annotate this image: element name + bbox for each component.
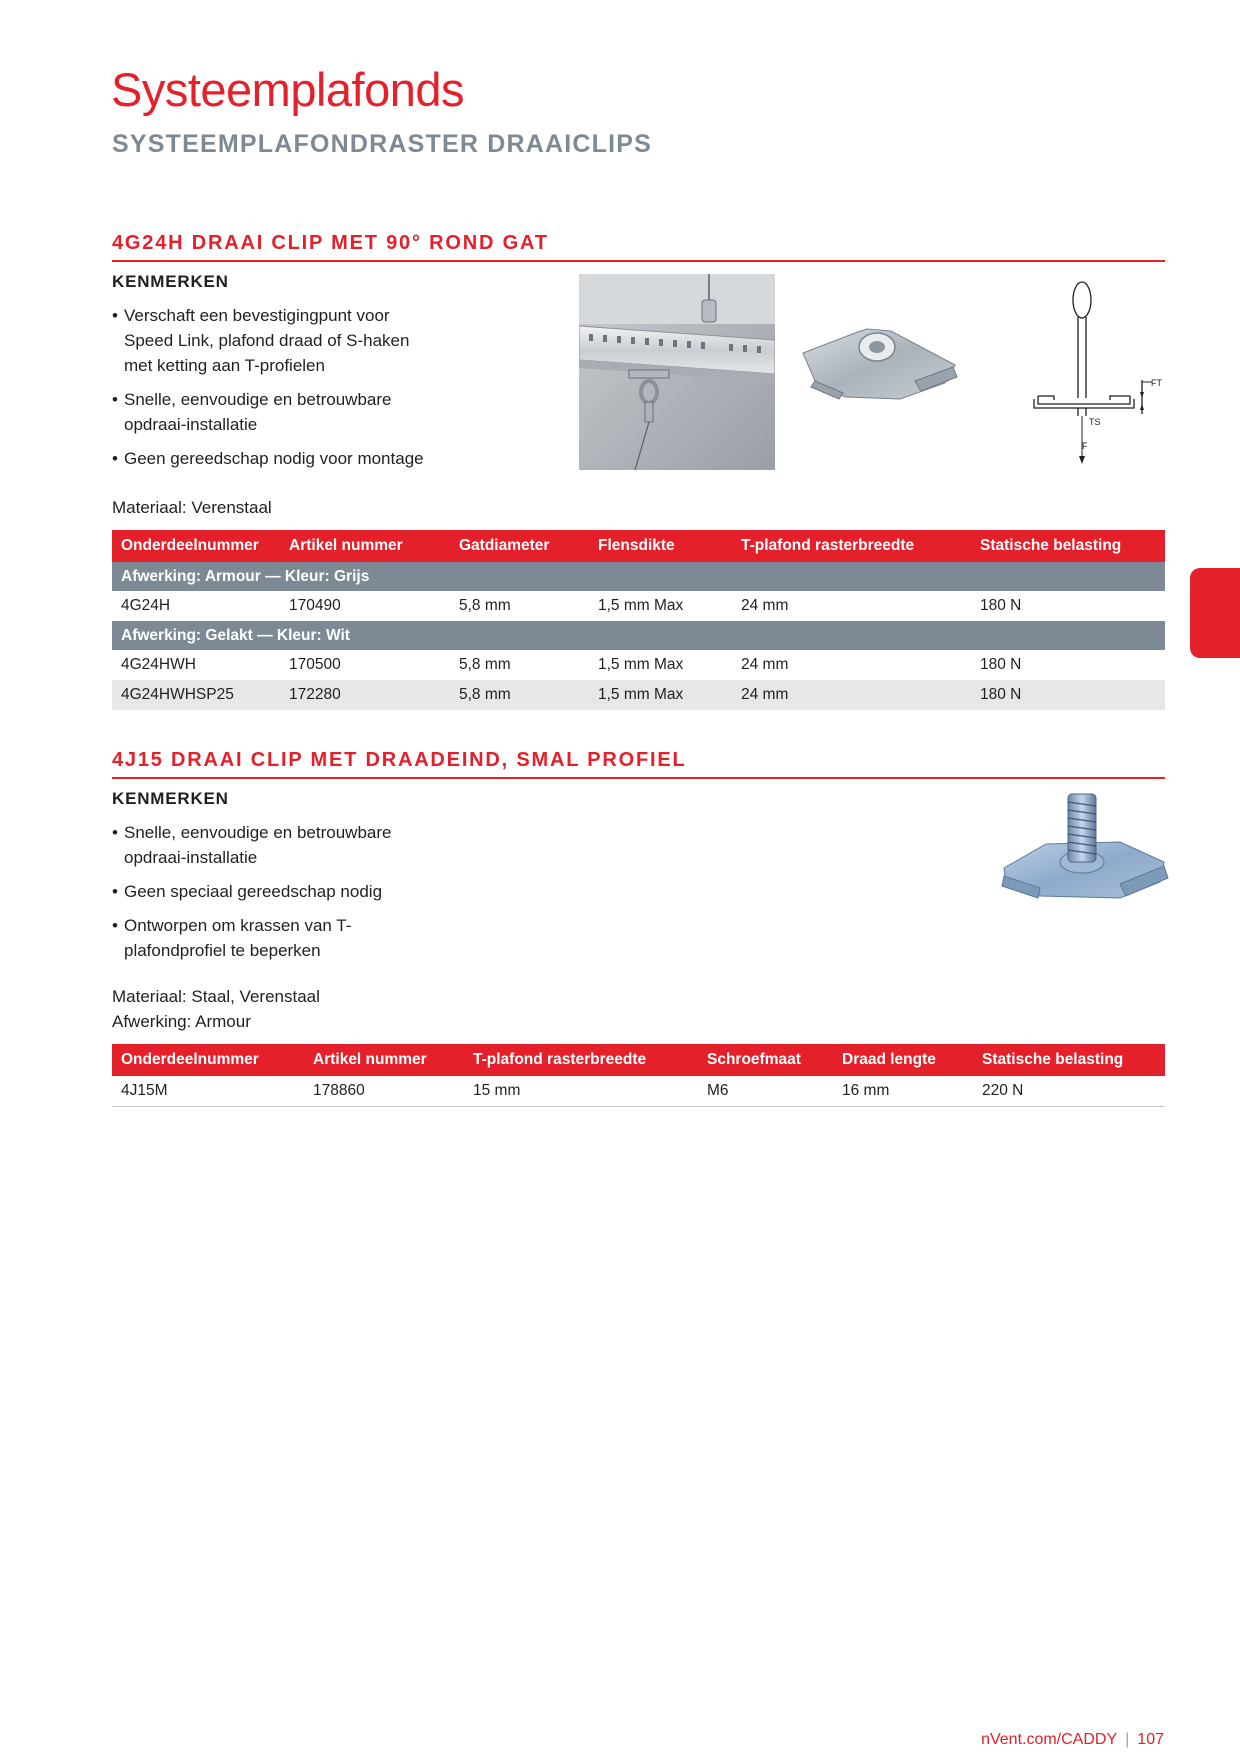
feature-item: • Ontworpen om krassen van T-plafondprofiel te beperken (112, 913, 442, 963)
table-row (112, 680, 1165, 710)
footer-url[interactable]: nVent.com/CADDY (981, 1731, 1118, 1748)
feature-item: • Geen gereedschap nodig voor montage (112, 446, 442, 471)
page-footer (981, 1731, 1164, 1749)
clip-photo (795, 325, 960, 405)
label-ft: FT (1151, 378, 1162, 388)
table-cell: 180 N (971, 680, 1165, 710)
threaded-clip-photo (1000, 786, 1170, 916)
table-cell: 170500 (289, 656, 341, 673)
clip-technical-drawing (1030, 274, 1165, 470)
label-f: F (1082, 441, 1088, 451)
table-header-row (112, 1044, 1165, 1076)
column-header: Draad lengte (833, 1044, 973, 1076)
features-list (112, 820, 442, 972)
page-subtitle: SYSTEEMPLAFONDRASTER DRAAICLIPS (112, 130, 653, 158)
table-cell: 5,8 mm (459, 656, 511, 673)
table-cell: 1,5 mm Max (589, 680, 732, 710)
table-cell: 180 N (980, 656, 1022, 673)
table-cell: 4J15M (112, 1076, 304, 1107)
column-header: Onderdeelnummer (112, 530, 280, 562)
table-cell: 220 N (973, 1076, 1165, 1107)
section-title-4j15: 4J15 DRAAI CLIP MET DRAADEIND, SMAL PROFIEL (112, 749, 1165, 779)
page-number: 107 (1137, 1731, 1164, 1748)
column-header: T-plafond rasterbreedte (464, 1044, 698, 1076)
table-cell: 1,5 mm Max (598, 597, 684, 614)
table-cell: 4G24HWH (121, 656, 196, 673)
column-header: T-plafond rasterbreedte (732, 530, 971, 562)
column-header: Statische belasting (973, 1044, 1165, 1076)
column-header: Artikel nummer (304, 1044, 464, 1076)
table-cell: 5,8 mm (450, 680, 589, 710)
table-row (112, 1076, 1165, 1107)
table-group-row (112, 621, 1165, 650)
table-cell: 178860 (304, 1076, 464, 1107)
features-heading: KENMERKEN (112, 789, 229, 808)
features-heading: KENMERKEN (112, 272, 229, 291)
spec-table-4g24h (112, 530, 1165, 710)
feature-item: • Snelle, eenvoudige en betrouwbare opdraai-installatie (112, 387, 442, 437)
feature-item: • Geen speciaal gereedschap nodig (112, 879, 442, 904)
chapter-tab (1190, 568, 1240, 658)
installation-photo (579, 274, 775, 470)
column-header: Artikel nummer (280, 530, 450, 562)
table-cell: 5,8 mm (459, 597, 511, 614)
table-cell: 15 mm (464, 1076, 698, 1107)
feature-item: • Snelle, eenvoudige en betrouwbare opdraai-installatie (112, 820, 442, 870)
table-group-row (112, 562, 1165, 591)
material-text: Materiaal: Staal, Verenstaal (112, 987, 320, 1006)
table-cell: 1,5 mm Max (598, 656, 684, 673)
column-header: Onderdeelnummer (112, 1044, 304, 1076)
column-header: Flensdikte (589, 530, 732, 562)
column-header: Gatdiameter (450, 530, 589, 562)
feature-item: • Verschaft een bevestigingpunt voor Speed Link, plafond draad of S-haken met ketting aan T-profielen (112, 303, 442, 378)
group-label: Afwerking: Gelakt — Kleur: Wit (112, 621, 1165, 650)
spec-table-4j15 (112, 1044, 1165, 1107)
table-header-row (112, 530, 1165, 562)
group-label: Afwerking: Armour — Kleur: Grijs (112, 562, 1165, 591)
page-title: Systeemplafonds (111, 63, 465, 116)
table-cell: 24 mm (741, 656, 789, 673)
table-cell: 24 mm (732, 680, 971, 710)
table-cell: 170490 (289, 597, 341, 614)
finish-text: Afwerking: Armour (112, 1012, 251, 1031)
features-list (112, 303, 442, 480)
table-cell: 4G24HWHSP25 (112, 680, 280, 710)
table-row (112, 650, 1165, 680)
column-header: Schroefmaat (698, 1044, 833, 1076)
material-text: Materiaal: Verenstaal (112, 498, 272, 517)
table-row (112, 591, 1165, 621)
table-cell: 24 mm (741, 597, 789, 614)
section-title-4g24h: 4G24H DRAAI CLIP MET 90° ROND GAT (112, 232, 1165, 262)
footer-separator: | (1125, 1731, 1130, 1748)
table-cell: 180 N (980, 597, 1022, 614)
column-header: Statische belasting (971, 530, 1165, 562)
table-cell: 4G24H (121, 597, 171, 614)
table-cell: 172280 (280, 680, 450, 710)
label-ts: TS (1089, 417, 1101, 427)
table-cell: M6 (698, 1076, 833, 1107)
table-cell: 16 mm (833, 1076, 973, 1107)
